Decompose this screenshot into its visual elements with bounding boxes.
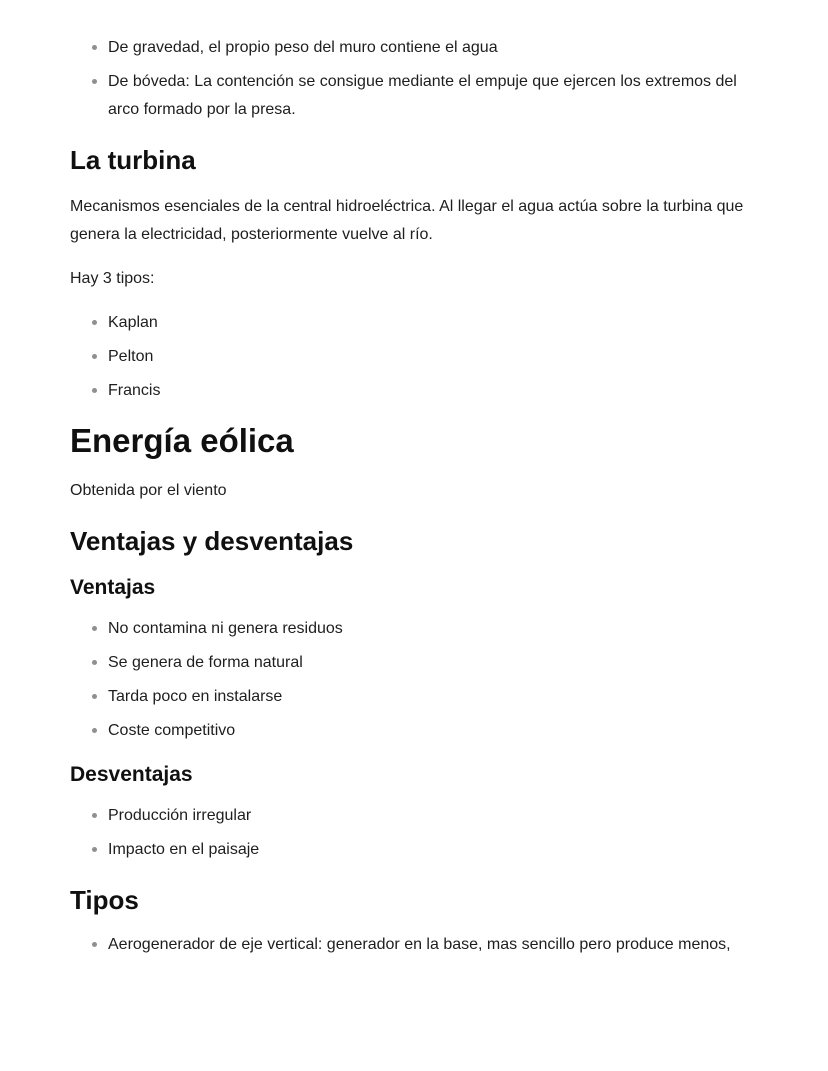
list-item: De gravedad, el propio peso del muro contiene el agua (108, 34, 746, 62)
list-item: Coste competitivo (108, 717, 746, 745)
list-item: Francis (108, 377, 746, 405)
list-item: Tarda poco en instalarse (108, 683, 746, 711)
heading-energia-eolica: Energía eólica (70, 422, 294, 459)
bullet-list (70, 34, 746, 124)
list-item: Producción irregular (108, 802, 746, 830)
paragraph-mecanismos-esenciales-de-la-cent: Mecanismos esenciales de la central hidroeléctrica. Al llegar el agua actúa sobre la turbina que genera la electricidad, posteriormente vuelve al río. (70, 198, 744, 243)
heading-la-turbina: La turbina (70, 145, 196, 175)
list-item: Impacto en el paisaje (108, 836, 746, 864)
paragraph-obtenida-por-el-viento: Obtenida por el viento (70, 482, 227, 499)
list-item: Kaplan (108, 309, 746, 337)
heading-desventajas: Desventajas (70, 763, 193, 786)
heading-tipos: Tipos (70, 885, 139, 915)
paragraph-hay-3-tipos: Hay 3 tipos: (70, 270, 155, 287)
bullet-list (70, 931, 746, 959)
list-item: Aerogenerador de eje vertical: generador en la base, mas sencillo pero produce menos, (108, 931, 746, 959)
list-item: Pelton (108, 343, 746, 371)
bullet-list (70, 615, 746, 745)
heading-ventajas: Ventajas (70, 576, 156, 599)
bullet-list (70, 309, 746, 405)
heading-ventajas-y-desventajas: Ventajas y desventajas (70, 526, 354, 556)
list-item: No contamina ni genera residuos (108, 615, 746, 643)
list-item: De bóveda: La contención se consigue mediante el empuje que ejercen los extremos del arco formado por la presa. (108, 68, 746, 124)
list-item: Se genera de forma natural (108, 649, 746, 677)
bullet-list (70, 802, 746, 864)
